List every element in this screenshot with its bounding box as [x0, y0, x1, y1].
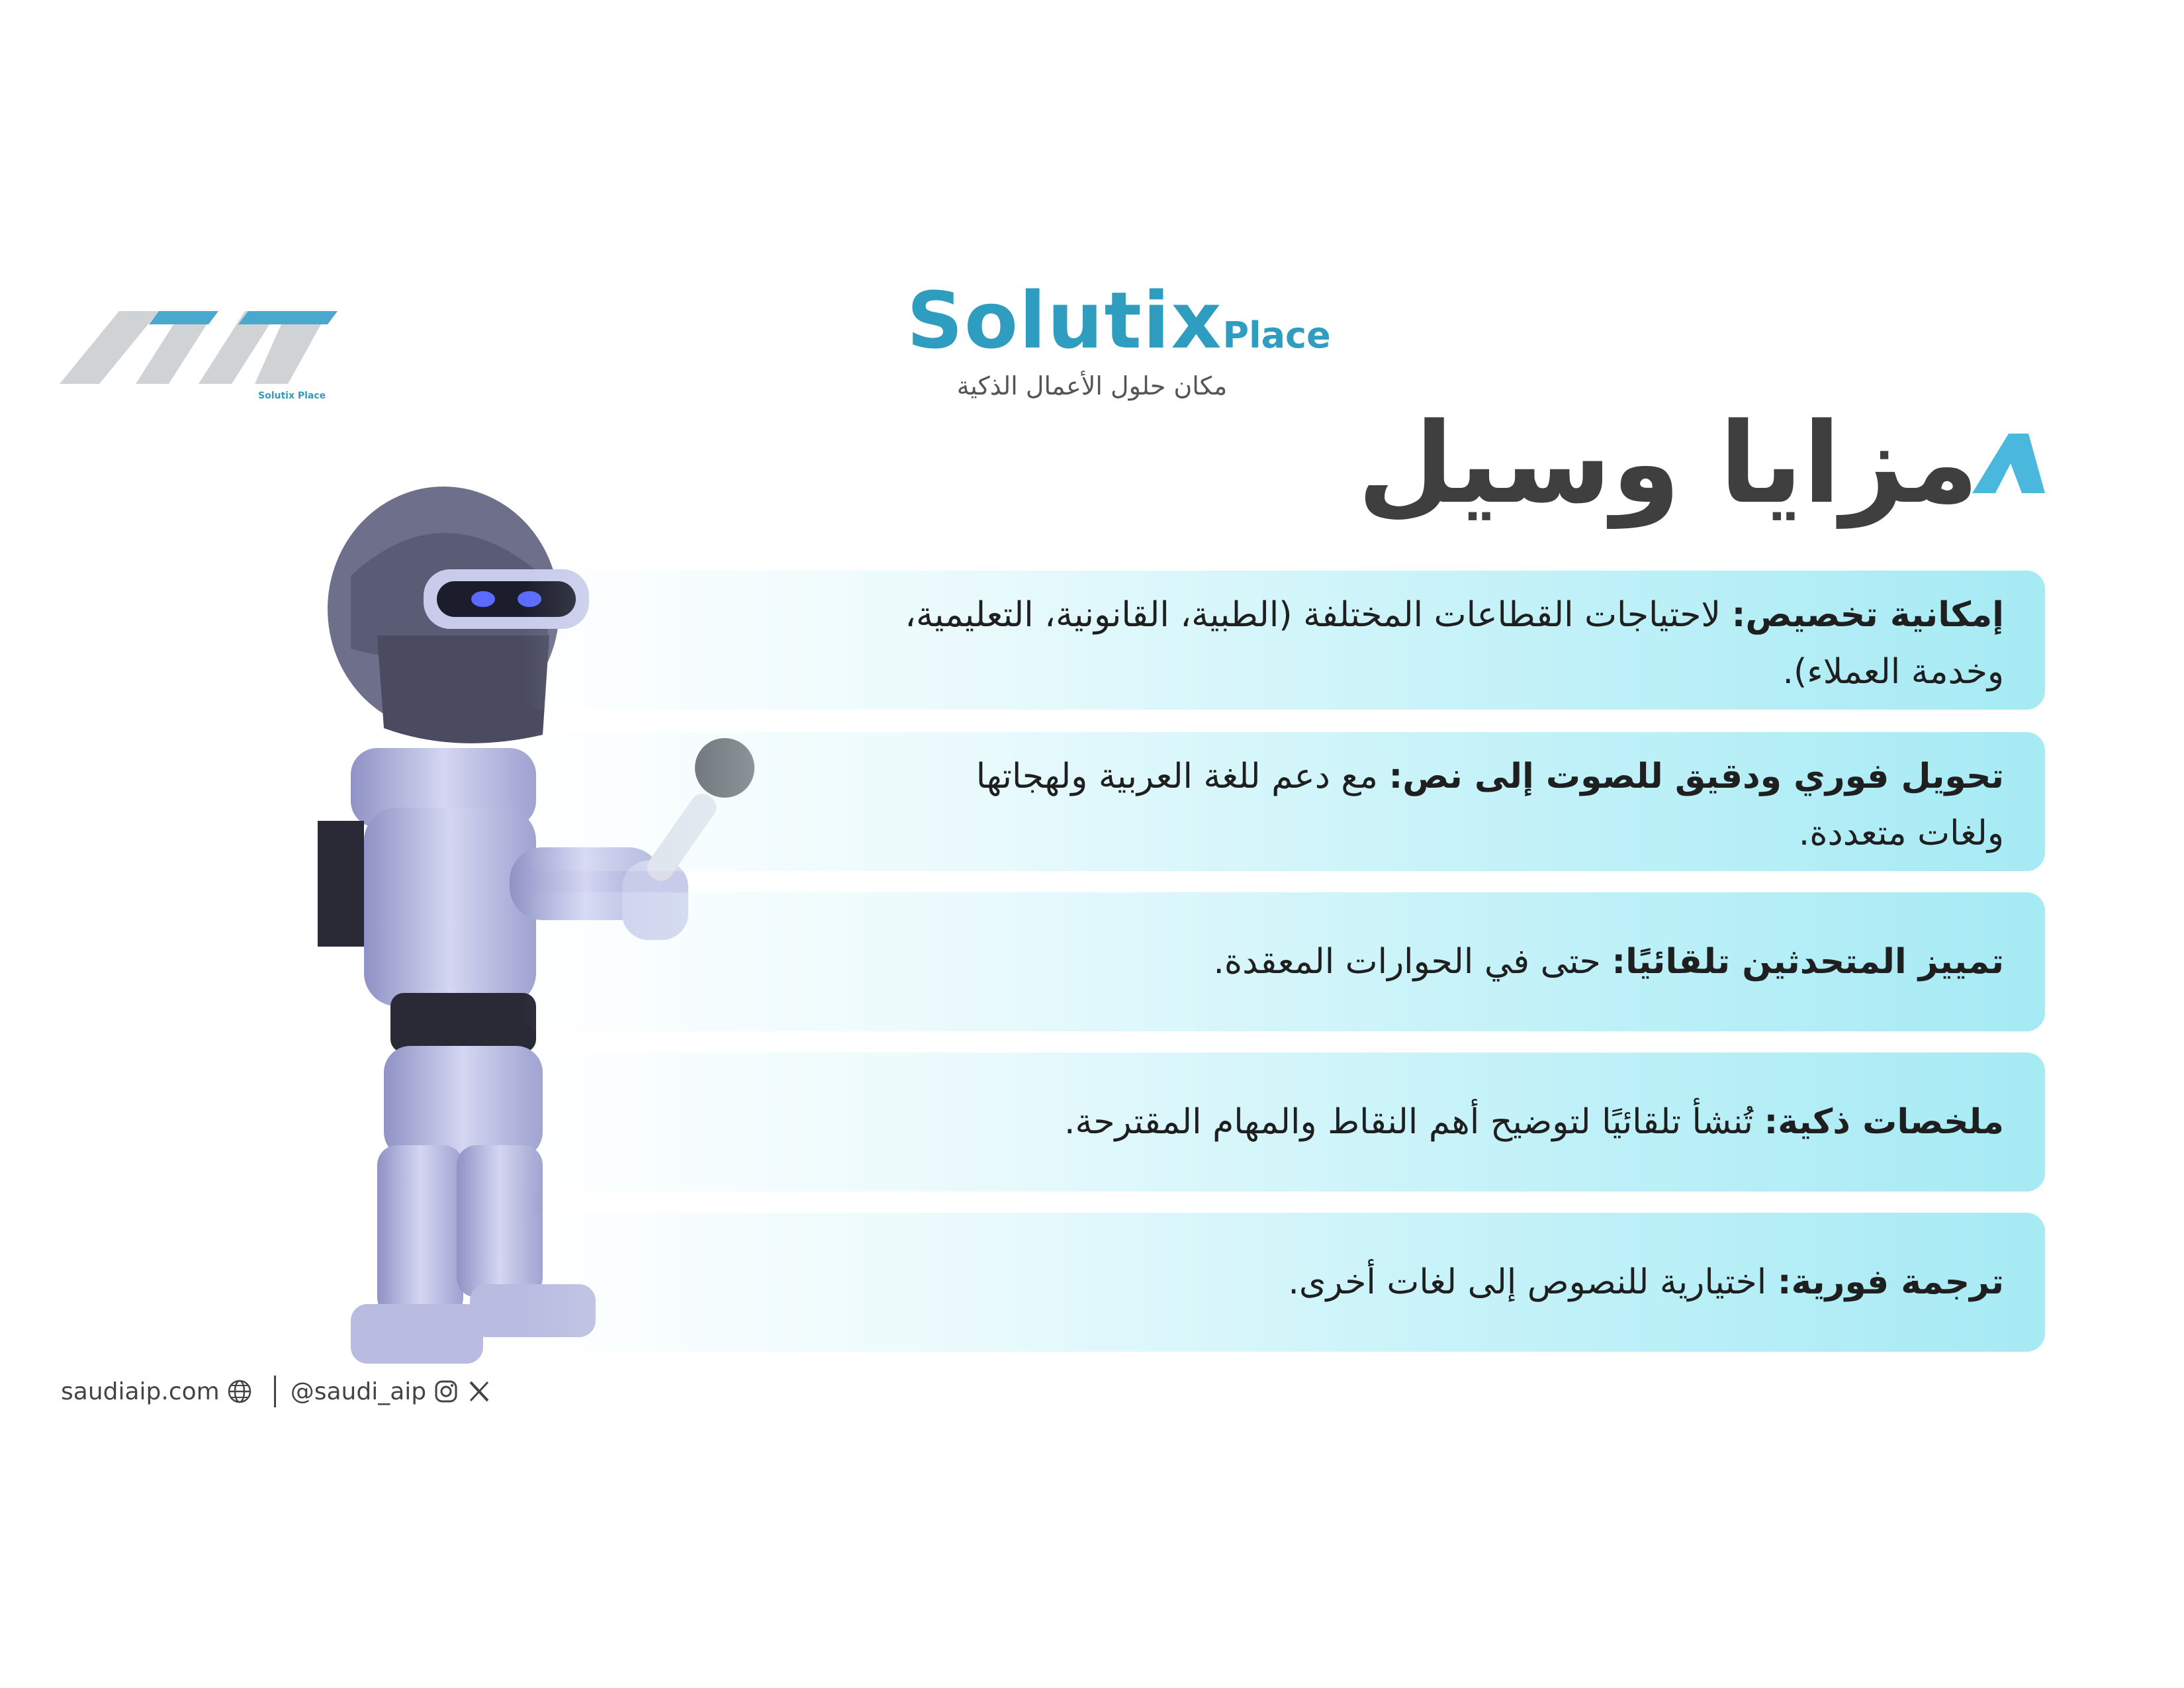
feature-title: تحويل فوري ودقيق للصوت إلى نص: — [1388, 757, 2004, 796]
feature-card-customization — [523, 571, 2045, 710]
feature-text — [879, 1068, 2004, 1176]
feature-description: حتى في الحوارات المعقدة. — [1213, 942, 1612, 982]
globe-icon — [226, 1378, 253, 1405]
social-handle[interactable]: @saudi_aip — [290, 1378, 427, 1405]
feature-card-transcription — [523, 732, 2045, 871]
feature-card-speaker-identification — [523, 892, 2045, 1031]
x-icon[interactable] — [466, 1378, 492, 1405]
feature-description: مع دعم للغة العربية ولهجاتها ولغات متعددة. — [976, 757, 2004, 853]
heading-text: مزايا وسيل — [1357, 399, 1979, 528]
feature-card-translation — [523, 1213, 2045, 1352]
feature-text — [879, 586, 2004, 700]
brand-name-main: Solutix — [907, 275, 1223, 366]
feature-text — [879, 1229, 2004, 1336]
feature-description: تُنشأ تلقائيًا لتوضيح أهم النقاط والمهام المقترحة. — [1064, 1102, 1764, 1142]
corner-logo — [60, 291, 338, 417]
brand-tagline: مكان حلول الأعمال الذكية — [956, 371, 1228, 400]
section-heading — [1357, 397, 2045, 530]
feature-title: ملخصات ذكية: — [1764, 1102, 2004, 1142]
feature-text — [879, 748, 2004, 862]
feature-title: تمييز المتحدثين تلقائيًا: — [1612, 942, 2004, 982]
website-link[interactable]: saudiaip.com — [61, 1378, 220, 1405]
corner-logo-text: Solutix Place — [258, 391, 326, 401]
footer-divider — [274, 1376, 276, 1407]
feature-description: اختيارية للنصوص إلى لغات أخرى. — [1288, 1262, 1778, 1302]
brand-name-suffix: Place — [1222, 314, 1331, 356]
brand-name — [907, 275, 1331, 366]
instagram-icon[interactable] — [433, 1378, 459, 1405]
feature-description: لاحتياجات القطاعات المختلفة (الطبية، القانونية، التعليمية، وخدمة العملاء). — [905, 595, 2004, 692]
feature-text — [879, 908, 2004, 1015]
feature-title: ترجمة فورية: — [1777, 1262, 2004, 1302]
footer — [61, 1372, 499, 1411]
feature-card-smart-summaries — [523, 1053, 2045, 1192]
heading-accent-icon — [1972, 427, 2045, 500]
brand-block — [907, 275, 1331, 400]
feature-title: إمكانية تخصيص: — [1731, 595, 2004, 635]
